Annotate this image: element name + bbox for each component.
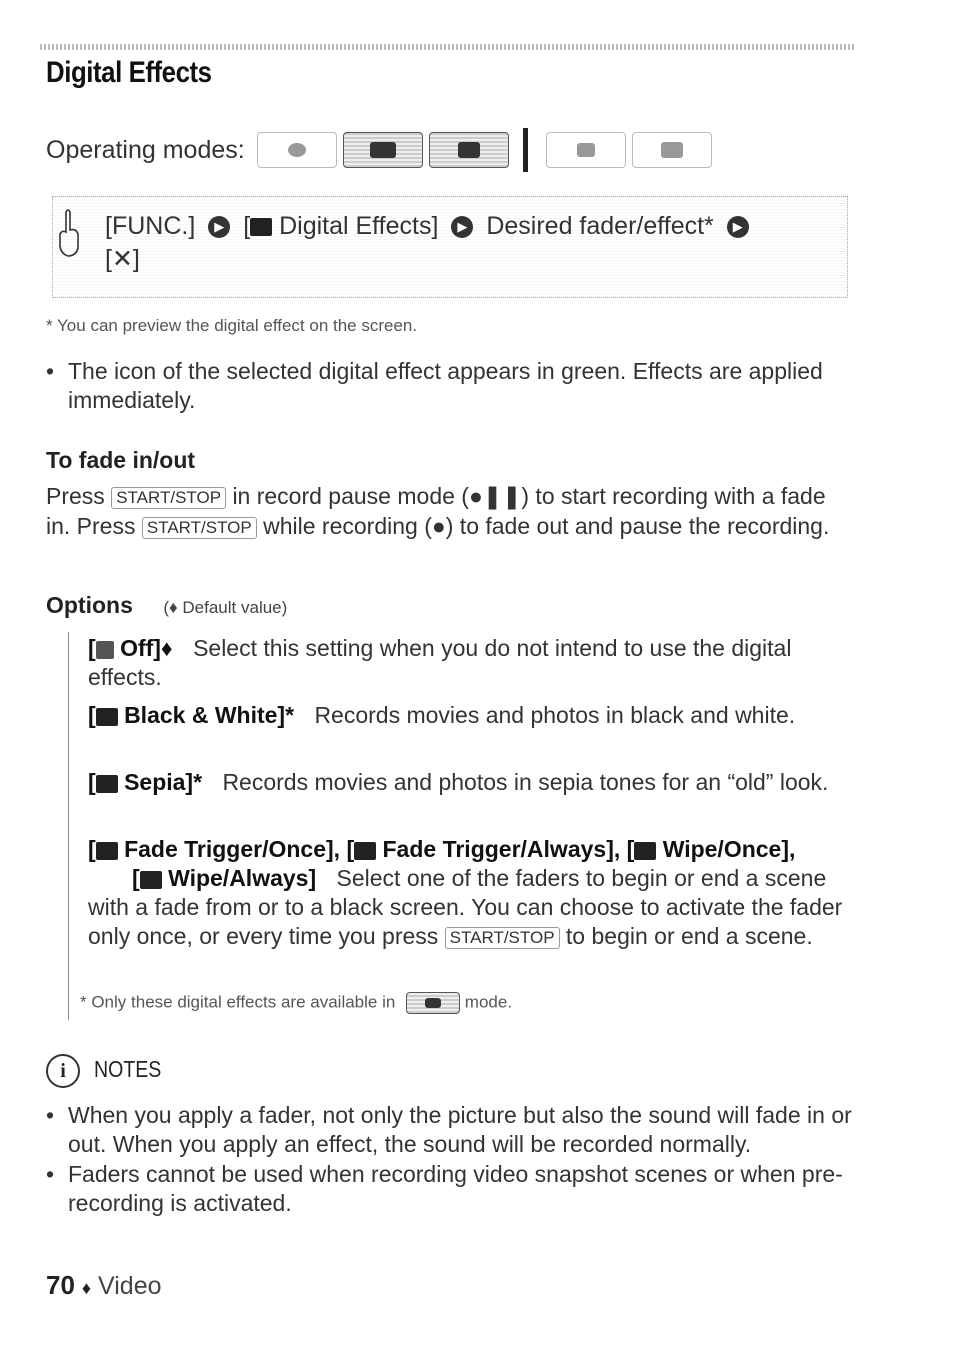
option-sepia: [ Sepia]* Records movies and photos in sepia tones for an “old” look.: [88, 769, 829, 795]
page-number: 70: [46, 1270, 75, 1300]
notes-heading: NOTES: [94, 1056, 162, 1082]
footnote-preview: * You can preview the digital effect on the screen.: [46, 316, 418, 335]
page-footer: 70 ♦ Video: [46, 1270, 162, 1300]
page-title: Digital Effects: [46, 56, 212, 89]
auto-mode-icon: [257, 132, 337, 168]
note-snapshot: • Faders cannot be used when recording video snapshot scenes or when pre-recording is activated.: [46, 1161, 843, 1216]
touch-hand-icon: [58, 208, 82, 258]
options-heading-row: [46, 592, 287, 619]
effect-e2-icon: [96, 775, 118, 793]
footnote-photo-mode: * Only these digital effects are available in mode.: [80, 992, 512, 1014]
operating-modes-label: Operating modes:: [46, 135, 245, 164]
playback-movie-icon: [546, 132, 626, 168]
arrow-icon: ▶: [451, 216, 473, 238]
options-heading: Options: [46, 592, 133, 618]
close-button-label: [✕]: [105, 245, 140, 273]
start-stop-key: START/STOP: [445, 927, 560, 949]
mode-separator: [523, 128, 528, 172]
movie-mode-icon: [343, 132, 423, 168]
top-rule: [40, 44, 855, 50]
photo-mode-icon: [406, 992, 460, 1014]
playback-photo-icon: [632, 132, 712, 168]
bullet-selected-icon: • The icon of the selected digital effect appears in green. Effects are applied immediately.: [46, 358, 823, 413]
procedure-text: [FUNC.] ▶ [ Digital Effects] ▶ Desired fader/effect* ▶ [✕]: [105, 210, 835, 276]
note-fader: • When you apply a fader, not only the picture but also the sound will fade in or out. When you apply an effect, the sound will be recorded normally.: [46, 1102, 852, 1157]
fader-f1-icon: [96, 842, 118, 860]
start-stop-key: START/STOP: [111, 487, 226, 509]
fader-f2-icon: [634, 842, 656, 860]
fade-paragraph: Press START/STOP in record pause mode (●❚❚) to start recording with a fade in. Press START/STOP while recording (●) to fade out and pause the recording.: [46, 483, 830, 539]
option-faders: [ Fade Trigger/Once], [ Fade Trigger/Always], [ Wipe/Once], [ Wipe/Always] Select one of the faders to begin or end a scene with a fade from or to a black screen. You can choose to activate the fader only once, or every time you press START/STOP to begin or end a scene.: [88, 836, 843, 949]
options-default-note: (♦ Default value): [163, 598, 288, 617]
operating-modes: [46, 128, 712, 172]
option-off: [ Off]♦ Select this setting when you do not intend to use the digital effects.: [88, 635, 792, 690]
options-rule: [68, 632, 69, 1020]
digital-effects-menu-icon: [250, 218, 272, 236]
fader-f2-always-icon: [140, 871, 162, 889]
start-stop-key: START/STOP: [142, 517, 257, 539]
page-section: Video: [98, 1272, 162, 1300]
fader-f1-always-icon: [354, 842, 376, 860]
option-black-white: [ Black & White]* Records movies and photos in black and white.: [88, 702, 796, 728]
arrow-icon: ▶: [208, 216, 230, 238]
fade-heading: To fade in/out: [46, 447, 196, 473]
effect-off-icon: [96, 641, 114, 659]
photo-mode-icon: [429, 132, 509, 168]
effect-e1-icon: [96, 708, 118, 726]
arrow-icon: ▶: [727, 216, 749, 238]
info-icon: i: [46, 1054, 80, 1088]
